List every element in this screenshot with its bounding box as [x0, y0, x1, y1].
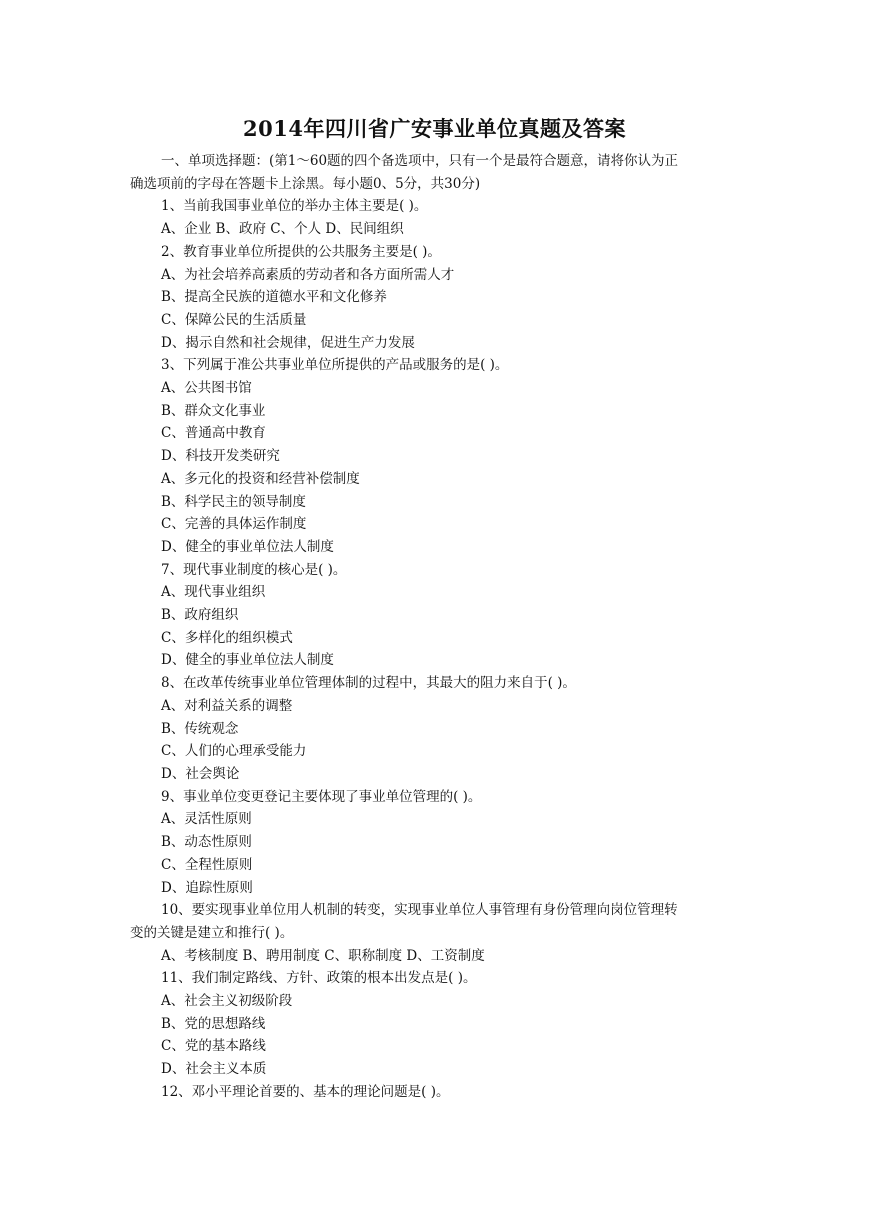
text-line: 3、下列属于准公共事业单位所提供的产品或服务的是( )。	[161, 357, 509, 374]
text-line: D、科技开发类研究	[161, 448, 280, 465]
question-10-line-1: 10、要实现事业单位用人机制的转变，实现事业单位人事管理有身份管理向岗位管理转	[161, 902, 678, 919]
text-line: B、动态性原则	[161, 834, 252, 851]
text-line: D、健全的事业单位法人制度	[161, 652, 334, 669]
question-10-line-2: 变的关键是建立和推行( )。	[130, 924, 294, 941]
text-line: A、为社会培养高素质的劳动者和各方面所需人才	[161, 266, 455, 283]
text-line: 7、现代事业制度的核心是( )。	[161, 561, 347, 578]
text-line: B、政府组织	[161, 607, 239, 624]
text-line: A、现代事业组织	[161, 584, 266, 601]
text-line: C、完善的具体运作制度	[161, 516, 307, 533]
text-line: 9、事业单位变更登记主要体现了事业单位管理的( )。	[161, 788, 482, 805]
text-line: C、全程性原则	[161, 856, 253, 873]
text-line: A、公共图书馆	[161, 380, 252, 397]
text-line: D、社会主义本质	[161, 1061, 267, 1078]
text-line: A、灵活性原则	[161, 811, 252, 828]
section-intro-line-2: 确选项前的字母在答题卡上涂黑。每小题0、5分，共30分)	[130, 175, 481, 192]
text-line: 1、当前我国事业单位的举办主体主要是( )。	[161, 198, 428, 215]
text-line: C、人们的心理承受能力	[161, 743, 307, 760]
text-line: D、揭示自然和社会规律，促进生产力发展	[161, 334, 415, 351]
text-line: C、保障公民的生活质量	[161, 311, 307, 328]
text-line: A、企业 B、政府 C、个人 D、民间组织	[161, 221, 404, 238]
section-intro-line-1: 一、单项选择题：(第1～60题的四个备选项中，只有一个是最符合题意，请将你认为正	[161, 153, 679, 169]
text-line: 8、在改革传统事业单位管理体制的过程中，其最大的阻力来自于( )。	[161, 675, 576, 692]
text-line: A、社会主义初级阶段	[161, 993, 293, 1010]
text-line: 12、邓小平理论首要的、基本的理论问题是( )。	[161, 1083, 450, 1100]
text-line: C、党的基本路线	[161, 1038, 266, 1055]
text-line: C、多样化的组织模式	[161, 629, 293, 646]
text-line: B、提高全民族的道德水平和文化修养	[161, 289, 387, 306]
text-line: B、党的思想路线	[161, 1015, 266, 1032]
text-line: 2、教育事业单位所提供的公共服务主要是( )。	[161, 243, 441, 260]
text-line: B、传统观念	[161, 720, 239, 737]
text-line: B、科学民主的领导制度	[161, 493, 306, 510]
document-body	[130, 150, 742, 1104]
text-line: D、社会舆论	[161, 765, 240, 782]
text-line: D、追踪性原则	[161, 879, 253, 896]
text-line: D、健全的事业单位法人制度	[161, 538, 334, 555]
text-line: A、多元化的投资和经营补偿制度	[161, 470, 360, 487]
text-line: A、对利益关系的调整	[161, 697, 293, 714]
text-line: A、考核制度 B、聘用制度 C、职称制度 D、工资制度	[161, 947, 485, 964]
text-line: C、普通高中教育	[161, 425, 266, 442]
text-line: 11、我们制定路线、方针、政策的根本出发点是( )。	[161, 970, 477, 987]
document-title: 2014年四川省广安事业单位真题及答案	[243, 116, 626, 141]
text-line: B、群众文化事业	[161, 402, 266, 419]
